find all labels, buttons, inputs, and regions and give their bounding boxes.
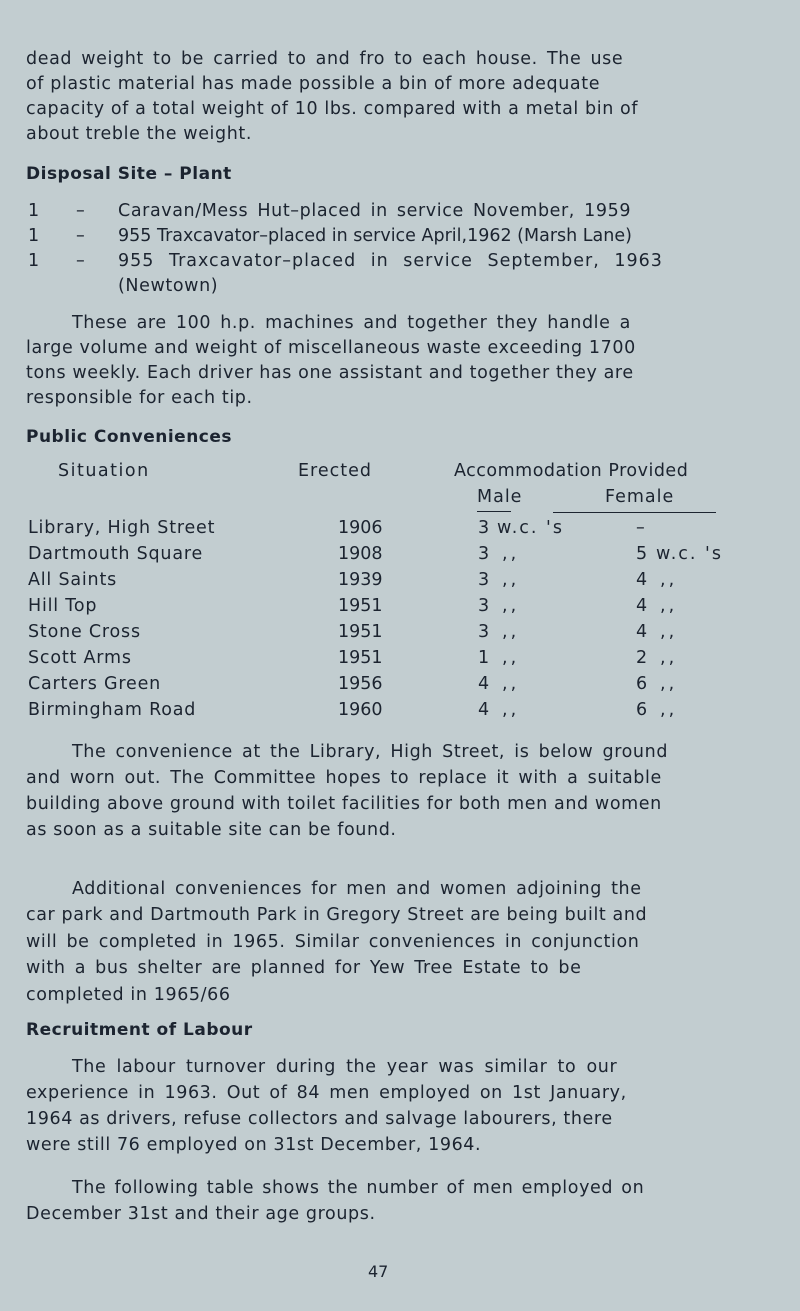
- intro-line-1: dead weight to be carried to and fro to each house. The use: [26, 49, 624, 69]
- cell-female-unit: ,,: [660, 700, 678, 720]
- cell-male-unit: ,,: [502, 648, 520, 668]
- cell-female-count: 4: [636, 622, 648, 642]
- cell-erected: 1951: [338, 596, 383, 616]
- conveniences-paragraph2-line-1: Additional conveniences for men and women adjoining the: [72, 879, 642, 899]
- cell-situation: Birmingham Road: [28, 700, 197, 720]
- cell-erected: 1951: [338, 648, 383, 668]
- recruitment-paragraph-line-4: were still 76 employed on 31st December, 1964.: [26, 1135, 482, 1155]
- cell-female-count: 6: [636, 700, 648, 720]
- cell-male-unit: w.c. 's: [497, 518, 564, 538]
- cell-male-count: 3: [478, 570, 490, 590]
- column-header-female: Female: [605, 487, 675, 507]
- cell-male-unit: ,,: [502, 622, 520, 642]
- recruitment-paragraph-line-3: 1964 as drivers, refuse collectors and salvage labourers, there: [26, 1109, 613, 1129]
- cell-female-count: 5: [636, 544, 648, 564]
- cell-female-unit: ,,: [660, 596, 678, 616]
- recruitment-paragraph-line-2: experience in 1963. Out of 84 men employed on 1st January,: [26, 1083, 627, 1103]
- conveniences-paragraph-line-3: building above ground with toilet facilities for both men and women: [26, 794, 662, 814]
- column-header-accommodation: Accommodation Provided: [454, 461, 689, 481]
- plant-item-text: 955 Traxcavator–placed in service April,1962 (Marsh Lane): [118, 226, 632, 246]
- cell-female-unit: w.c. 's: [656, 544, 723, 564]
- cell-erected: 1939: [338, 570, 383, 590]
- cell-situation: Scott Arms: [28, 648, 132, 668]
- cell-male-unit: ,,: [502, 674, 520, 694]
- plant-paragraph-line-1: These are 100 h.p. machines and together they handle a: [72, 313, 631, 333]
- conveniences-paragraph2-line-2: car park and Dartmouth Park in Gregory Street are being built and: [26, 905, 648, 925]
- cell-erected: 1906: [338, 518, 383, 538]
- cell-erected: 1960: [338, 700, 383, 720]
- conveniences-paragraph2-line-4: with a bus shelter are planned for Yew Tree Estate to be: [26, 958, 582, 978]
- intro-line-2: of plastic material has made possible a bin of more adequate: [26, 74, 601, 94]
- plant-paragraph-line-3: tons weekly. Each driver has one assistant and together they are: [26, 363, 634, 383]
- cell-female-unit: ,,: [660, 674, 678, 694]
- cell-situation: Carters Green: [28, 674, 162, 694]
- plant-item-dash: –: [76, 201, 85, 221]
- cell-situation: All Saints: [28, 570, 118, 590]
- plant-item-count: 1: [28, 251, 40, 271]
- column-header-male: Male: [477, 487, 523, 507]
- cell-female-unit: ,,: [660, 648, 678, 668]
- cell-female-unit: ,,: [660, 622, 678, 642]
- cell-male-count: 3: [478, 518, 490, 538]
- recruitment-heading: Recruitment of Labour: [26, 1020, 253, 1040]
- cell-female-count: 4: [636, 570, 648, 590]
- recruitment-paragraph-line-1: The labour turnover during the year was similar to our: [72, 1057, 618, 1077]
- conveniences-paragraph-line-1: The convenience at the Library, High Street, is below ground: [72, 742, 669, 762]
- cell-female-count: –: [636, 518, 645, 538]
- conveniences-paragraph2-line-5: completed in 1965/66: [26, 985, 231, 1005]
- cell-male-count: 3: [478, 596, 490, 616]
- cell-male-count: 3: [478, 544, 490, 564]
- plant-item-count: 1: [28, 201, 40, 221]
- plant-item-text: 955 Traxcavator–placed in service September, 1963: [118, 251, 663, 271]
- cell-male-unit: ,,: [502, 596, 520, 616]
- cell-female-count: 4: [636, 596, 648, 616]
- conveniences-paragraph-line-4: as soon as a suitable site can be found.: [26, 820, 397, 840]
- column-header-erected: Erected: [298, 461, 372, 481]
- cell-erected: 1956: [338, 674, 383, 694]
- plant-item-text: Caravan/Mess Hut–placed in service November, 1959: [118, 201, 632, 221]
- cell-female-count: 2: [636, 648, 648, 668]
- cell-situation: Library, High Street: [28, 518, 216, 538]
- cell-female-unit: ,,: [660, 570, 678, 590]
- cell-situation: Stone Cross: [28, 622, 141, 642]
- intro-line-3: capacity of a total weight of 10 lbs. compared with a metal bin of: [26, 99, 639, 119]
- plant-paragraph-line-2: large volume and weight of miscellaneous waste exceeding 1700: [26, 338, 636, 358]
- conveniences-paragraph-line-2: and worn out. The Committee hopes to replace it with a suitable: [26, 768, 662, 788]
- recruitment-paragraph2-line-1: The following table shows the number of men employed on: [72, 1178, 645, 1198]
- plant-paragraph-line-4: responsible for each tip.: [26, 388, 253, 408]
- recruitment-paragraph2-line-2: December 31st and their age groups.: [26, 1204, 376, 1224]
- female-underline: [553, 512, 716, 513]
- cell-male-count: 3: [478, 622, 490, 642]
- cell-male-count: 1: [478, 648, 490, 668]
- male-underline: [477, 511, 511, 512]
- cell-female-count: 6: [636, 674, 648, 694]
- conveniences-paragraph2-line-3: will be completed in 1965. Similar conveniences in conjunction: [26, 932, 640, 952]
- plant-item-dash: –: [76, 251, 85, 271]
- cell-male-unit: ,,: [502, 700, 520, 720]
- cell-erected: 1951: [338, 622, 383, 642]
- intro-line-4: about treble the weight.: [26, 124, 253, 144]
- page-number: 47: [368, 1262, 389, 1281]
- cell-male-unit: ,,: [502, 544, 520, 564]
- plant-heading: Disposal Site – Plant: [26, 164, 232, 184]
- cell-male-count: 4: [478, 700, 490, 720]
- plant-item-continuation: (Newtown): [118, 276, 219, 296]
- cell-male-count: 4: [478, 674, 490, 694]
- plant-item-dash: –: [76, 226, 85, 246]
- cell-male-unit: ,,: [502, 570, 520, 590]
- cell-situation: Dartmouth Square: [28, 544, 204, 564]
- conveniences-heading: Public Conveniences: [26, 427, 233, 447]
- cell-erected: 1908: [338, 544, 383, 564]
- cell-situation: Hill Top: [28, 596, 98, 616]
- plant-item-count: 1: [28, 226, 40, 246]
- column-header-situation: Situation: [58, 461, 150, 481]
